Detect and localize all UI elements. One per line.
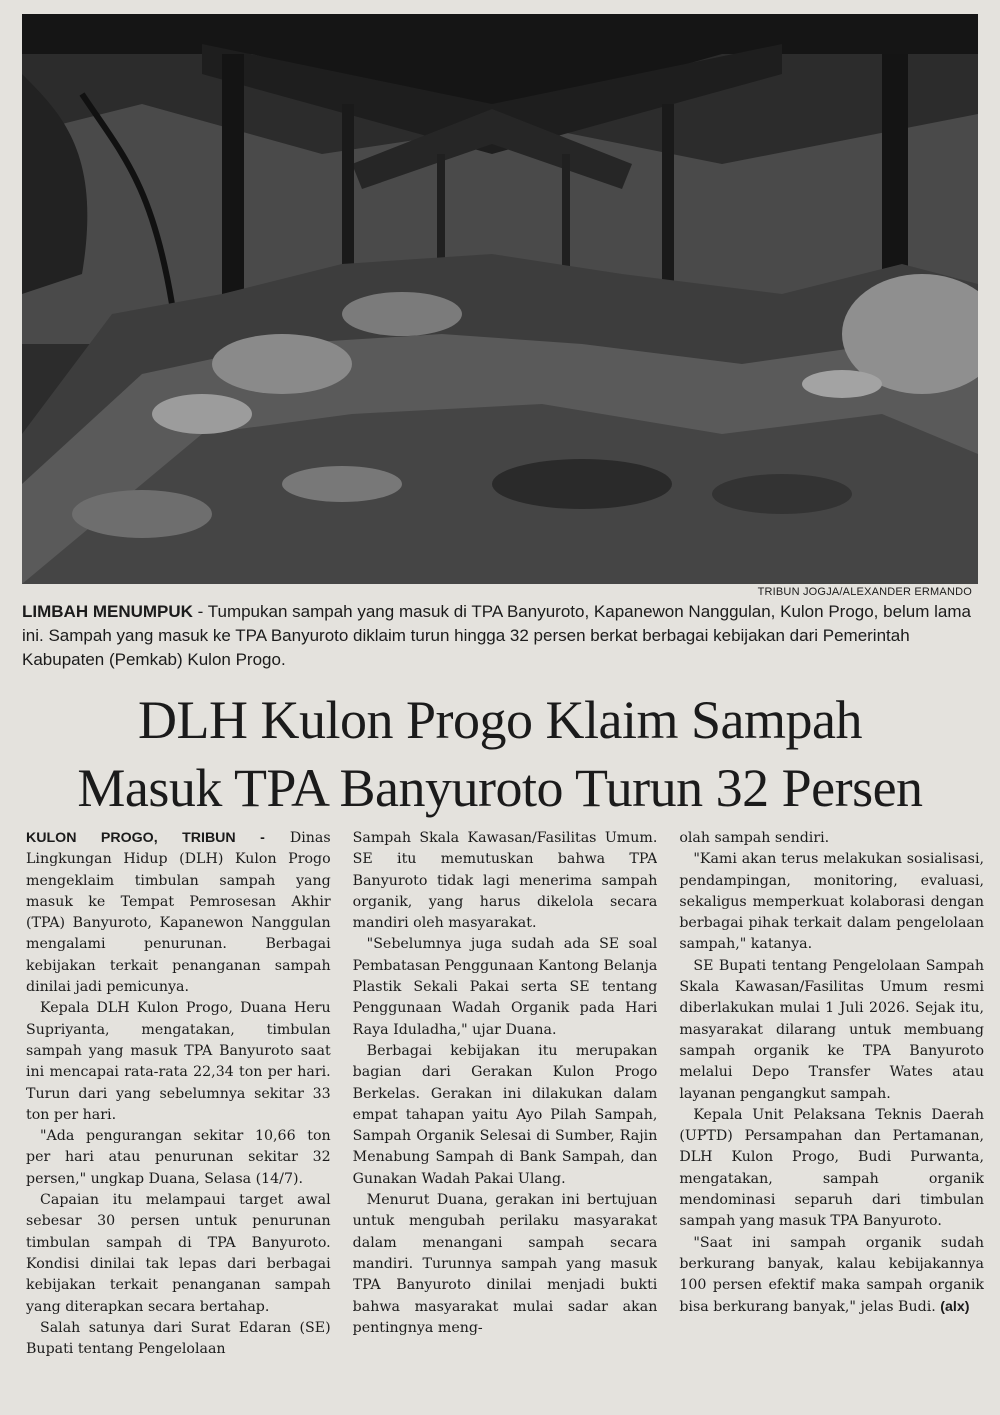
closing-quote: "Saat ini sampah organik sudah berkurang banyak, kalau kebijakannya 100 persen efektif maka sampah organik bisa berkurang banyak," jelas Budi.	[679, 1234, 985, 1315]
article-body	[26, 828, 984, 1408]
paragraph: "Kami akan terus melakukan sosialisasi, pendampingan, monitoring, evaluasi, sekaligus memperkuat kolaborasi dengan berbagai pihak terkait dalam pengelolaan sampah," katanya.	[679, 851, 985, 953]
lead-text: Dinas Lingkungan Hidup (DLH) Kulon Progo mengeklaim timbulan sampah yang masuk ke Tempat Pemrosesan Akhir (TPA) Banyuroto, Kapanewon Nanggulan mengalami penurunan. Berbagai kebijakan terkait penanganan sampah dinilai jadi pemicunya.	[26, 830, 331, 996]
caption-heading: LIMBAH MENUMPUK	[22, 602, 193, 621]
article-column-3	[679, 828, 984, 1408]
paragraph: "Sebelumnya juga sudah ada SE soal Pembatasan Penggunaan Kantong Belanja Plastik Sekali Pakai serta SE tentang Penggunaan Wadah Organik pada Hari Raya Iduladha," ujar Duana.	[352, 936, 658, 1038]
paragraph: SE Bupati tentang Pengelolaan Sampah Skala Kawasan/Fasilitas Umum resmi diberlakukan mulai 1 Juli 2026. Sejak itu, masyarakat dilarang untuk membuang sampah organik ke TPA Banyuroto melalui Depo Transfer Wates atau layanan pengangkut sampah.	[679, 957, 985, 1102]
landfill-photo	[22, 14, 978, 584]
paragraph: Capaian itu melampaui target awal sebesar 30 persen untuk penurunan timbulan sampah di TPA Banyuroto. Kondisi dinilai tak lepas dari berbagai kebijakan terkait penanganan sampah yang diterapkan secara bertahap.	[26, 1192, 331, 1315]
photo-credit: TRIBUN JOGJA/ALEXANDER ERMANDO	[757, 586, 972, 598]
paragraph: Menurut Duana, gerakan ini bertujuan untuk mengubah perilaku masyarakat dalam menangani sampah secara mandiri. Turunnya sampah yang masuk TPA Banyuroto dinilai menjadi bukti bahwa masyarakat mulai sadar akan pentingnya meng-	[352, 1192, 658, 1336]
paragraph: Salah satunya dari Surat Edaran (SE) Bupati tentang Pengelolaan	[26, 1319, 331, 1358]
dateline: KULON PROGO, TRIBUN -	[26, 830, 265, 846]
headline-line-2: Masuk TPA Banyuroto Turun 32 Persen	[77, 758, 923, 818]
author-signature: (alx)	[940, 1298, 970, 1315]
photo-caption	[22, 600, 982, 672]
headline	[0, 686, 1000, 822]
paragraph: olah sampah sendiri.	[679, 830, 830, 846]
paragraph: Berbagai kebijakan itu merupakan bagian dari Gerakan Kulon Progo Berkelas. Gerakan ini dilakukan dalam empat tahapan yaitu Ayo Pilah Sampah, Sampah Organik Selesai di Sumber, Rajin Menabung Sampah di Bank Sampah, dan Gunakan Wadah Pakai Ulang.	[352, 1042, 658, 1187]
paragraph	[679, 1233, 984, 1318]
article-column-1	[26, 828, 331, 1408]
paragraph: "Ada pengurangan sekitar 10,66 ton per hari atau penurunan sekitar 32 persen," ungkap Duana, Selasa (14/7).	[26, 1128, 331, 1187]
paragraph: Kepala DLH Kulon Progo, Duana Heru Supriyanta, mengatakan, timbulan sampah yang masuk TPA Banyuroto saat ini mencapai rata-rata 22,34 ton per hari. Turun dari yang sebelumnya sekitar 33 ton per hari.	[26, 1000, 331, 1123]
paragraph	[26, 828, 331, 998]
paragraph: Sampah Skala Kawasan/Fasilitas Umum. SE itu memutuskan bahwa TPA Banyuroto tidak lagi menerima sampah organik, yang harus dikelola secara mandiri oleh masyarakat.	[352, 830, 658, 932]
paragraph: Kepala Unit Pelaksana Teknis Daerah (UPTD) Persampahan dan Pertamanan, DLH Kulon Progo, Budi Purwanta, mengatakan, sampah organik mendominasi separuh dari timbulan sampah yang masuk TPA Banyuroto.	[679, 1106, 985, 1230]
headline-line-1: DLH Kulon Progo Klaim Sampah	[138, 690, 862, 750]
caption-text: - Tumpukan sampah yang masuk di TPA Banyuroto, Kapanewon Nanggulan, Kulon Progo, belum lama ini. Sampah yang masuk ke TPA Banyuroto diklaim turun hingga 32 persen berkat berbagai kebijakan dari Pemerintah Kabupaten (Pemkab) Kulon Progo.	[22, 602, 971, 669]
article-column-2	[353, 828, 658, 1408]
